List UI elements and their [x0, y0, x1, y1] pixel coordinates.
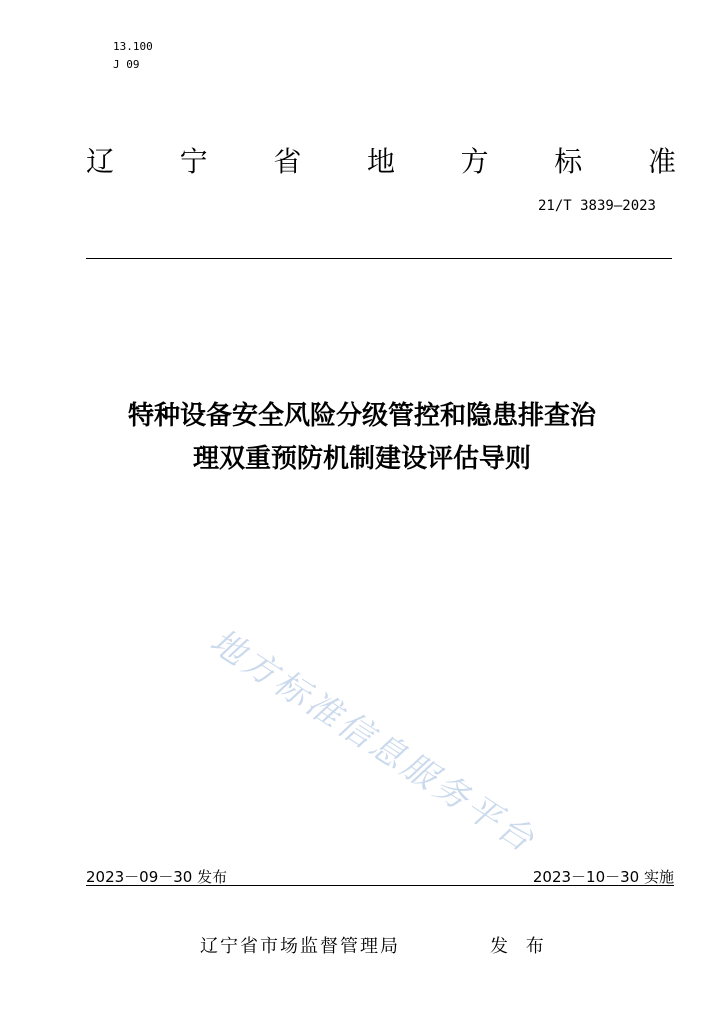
authority-char: 标 — [554, 145, 583, 178]
watermark: 地方标准信息服务平台 — [202, 621, 544, 862]
document-title-line-1: 特种设备安全风险分级管控和隐患排查治 — [127, 401, 596, 431]
ics-code: 13.100 — [113, 40, 153, 53]
standard-number: 21/T 3839—2023 — [537, 198, 656, 214]
issue-date: 2023－09－30 发布 — [86, 868, 228, 886]
ccs-code: J 09 — [113, 58, 140, 71]
authority-char: 宁 — [179, 145, 208, 178]
authority-char: 地 — [366, 145, 395, 178]
authority-char: 准 — [647, 145, 676, 178]
publisher: 辽宁省市场监督管理局 — [200, 936, 400, 957]
header-divider — [86, 258, 672, 259]
standard-authority — [86, 140, 676, 180]
implementation-date: 2023－10－30 实施 — [532, 868, 674, 886]
document-title-line-2: 理双重预防机制建设评估导则 — [192, 444, 531, 474]
authority-char: 省 — [273, 145, 302, 178]
authority-char: 辽 — [86, 145, 115, 178]
authority-char: 方 — [460, 145, 489, 178]
publish-label: 发 布 — [490, 936, 550, 957]
footer-divider — [86, 885, 674, 886]
